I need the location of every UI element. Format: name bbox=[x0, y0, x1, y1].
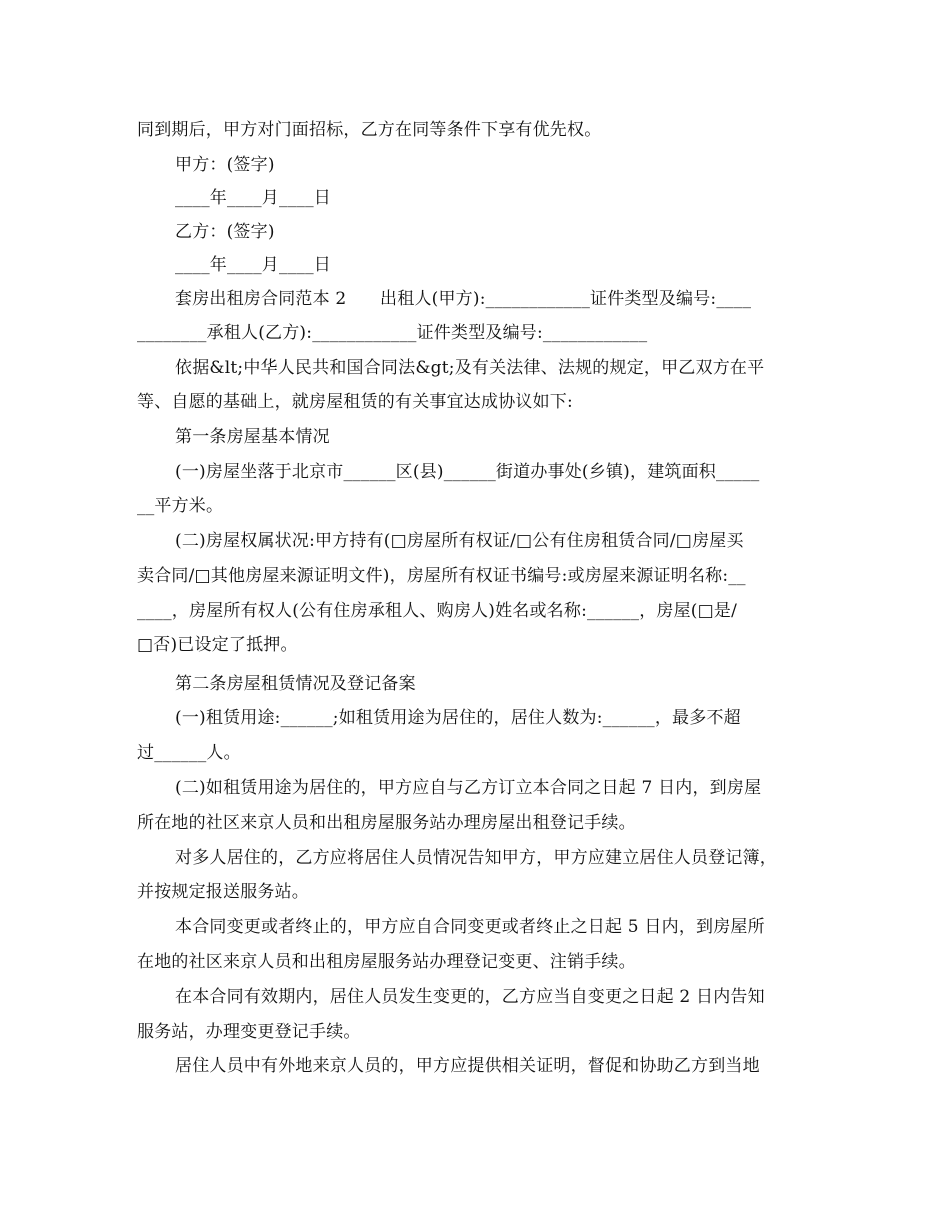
text-line: ____，房屋所有权人(公有住房承租人、购房人)姓名或名称:______，房屋(□是/ bbox=[137, 601, 738, 621]
text-line: __平方米。 bbox=[137, 496, 224, 516]
text-line: 第二条房屋租赁情况及登记备案 bbox=[175, 674, 416, 694]
text-line: 在本合同有效期内，居住人员发生变更的，乙方应当自变更之日起 2 日内告知 bbox=[175, 987, 765, 1007]
text-line: 等、自愿的基础上，就房屋租赁的有关事宜达成协议如下: bbox=[137, 392, 573, 412]
text-line: 乙方：(签字) bbox=[175, 222, 275, 242]
text-line: (二)房屋权属状况:甲方持有(□房屋所有权证/□公有住房租赁合同/□房屋买 bbox=[175, 531, 744, 551]
text-line: (二)如租赁用途为居住的，甲方应自与乙方订立本合同之日起 7 日内，到房屋 bbox=[175, 778, 762, 798]
text-line: 过______人。 bbox=[137, 743, 241, 763]
text-line: 对多人居住的，乙方应将居住人员情况告知甲方，甲方应建立居住人员登记簿， bbox=[175, 848, 777, 868]
text-line: □否)已设定了抵押。 bbox=[137, 635, 298, 655]
text-line: 并按规定报送服务站。 bbox=[137, 882, 309, 902]
text-line: 同到期后，甲方对门面招标，乙方在同等条件下享有优先权。 bbox=[137, 120, 602, 140]
text-line: ____年____月____日 bbox=[175, 255, 331, 275]
text-line: 第一条房屋基本情况 bbox=[175, 427, 330, 447]
text-line: ____年____月____日 bbox=[175, 188, 331, 208]
text-line: 服务站，办理变更登记手续。 bbox=[137, 1022, 361, 1042]
text-line: 依据&lt;中华人民共和国合同法&gt;及有关法律、法规的规定，甲乙双方在平 bbox=[175, 358, 765, 378]
text-line: 套房出租房合同范本 2 出租人(甲方):____________证件类型及编号:____ bbox=[175, 289, 752, 309]
text-line: 所在地的社区来京人员和出租房屋服务站办理房屋出租登记手续。 bbox=[137, 813, 636, 833]
text-line: (一)房屋坐落于北京市______区(县)______街道办事处(乡镇)，建筑面积_____ bbox=[175, 462, 760, 482]
text-line: 甲方：(签字) bbox=[175, 155, 275, 175]
text-line: 卖合同/□其他房屋来源证明文件)，房屋所有权证书编号:或房屋来源证明名称:__ bbox=[137, 566, 746, 586]
text-line: 在地的社区来京人员和出租房屋服务站办理登记变更、注销手续。 bbox=[137, 952, 636, 972]
text-line: (一)租赁用途:______;如租赁用途为居住的，居住人数为:______，最多不超 bbox=[175, 708, 741, 728]
text-line: 本合同变更或者终止的，甲方应自合同变更或者终止之日起 5 日内，到房屋所 bbox=[175, 917, 765, 937]
text-line: ________承租人(乙方):____________证件类型及编号:____________ bbox=[137, 323, 648, 343]
text-line: 居住人员中有外地来京人员的，甲方应提供相关证明，督促和协助乙方到当地 bbox=[175, 1056, 760, 1076]
